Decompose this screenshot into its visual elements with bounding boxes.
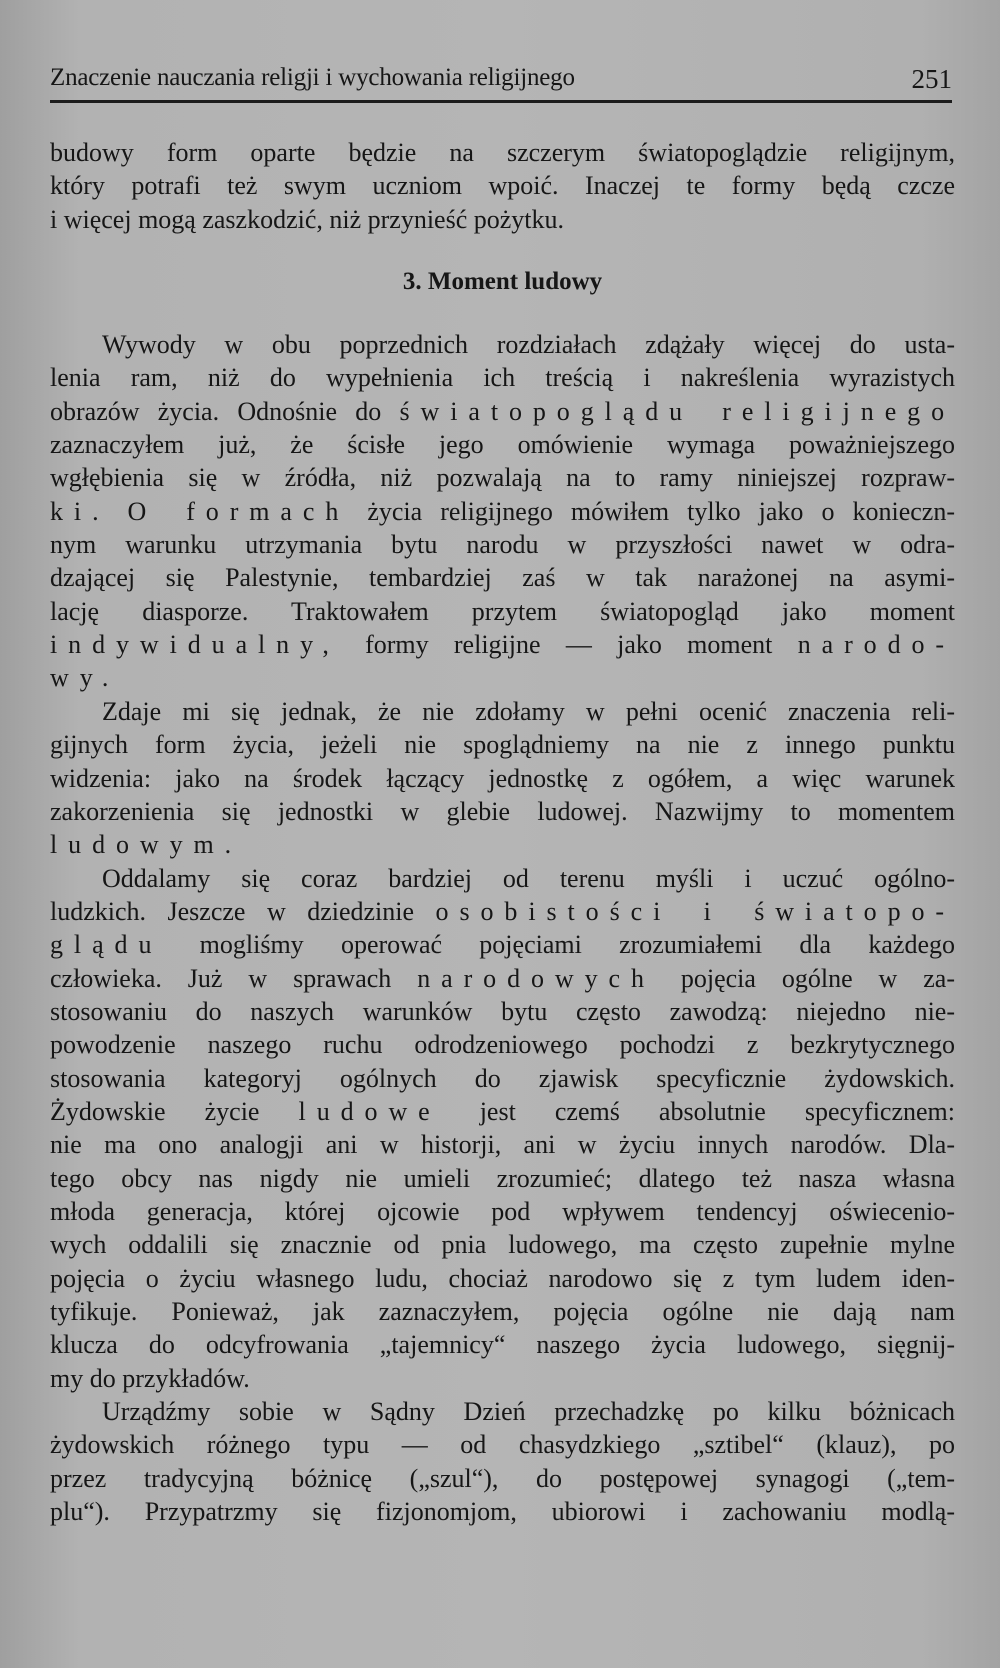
text-line: lację diasporze. Traktowałem przytem światopogląd jako moment bbox=[50, 596, 955, 626]
paragraph-3 bbox=[50, 862, 955, 1396]
spaced-emphasis: narodowych bbox=[417, 963, 655, 993]
paragraph-4 bbox=[50, 1395, 955, 1528]
text-run: Żydowskie życie bbox=[50, 1096, 260, 1126]
text-line: młoda generacja, której ojcowie pod wpływem tendencyj oświecenio- bbox=[50, 1196, 955, 1226]
text-line: i więcej mogą zaszkodzić, niż przynieść pożytku. bbox=[50, 204, 565, 234]
text-run: ludzkich. Jeszcze w dziedzinie bbox=[50, 896, 415, 926]
text-run: mogliśmy operować pojęciami zrozumiałemi dla każdego bbox=[199, 930, 956, 960]
text-line: my do przykładów. bbox=[50, 1363, 250, 1393]
text-line: nym warunku utrzymania bytu narodu w przyszłości nawet w odra- bbox=[50, 530, 955, 560]
text-line: klucza do odcyfrowania „tajemnicy“ naszego życia ludowego, sięgnij- bbox=[50, 1330, 955, 1360]
section-gap bbox=[50, 236, 955, 264]
text-run: formy religijne — jako moment bbox=[365, 630, 773, 660]
spaced-emphasis: ludowe bbox=[298, 1096, 441, 1126]
text-line: tyfikuje. Ponieważ, jak zaznaczyłem, pojęcia ogólne nie dają nam bbox=[50, 1297, 955, 1326]
text-line: tego obcy nas nigdy nie umieli zrozumieć; dlatego też nasza własna bbox=[50, 1163, 955, 1193]
text-line bbox=[50, 928, 955, 961]
text-run: obrazów życia. Odnośnie do bbox=[50, 396, 382, 426]
text-line: Urządźmy sobie w Sądny Dzień przechadzkę po kilku bóżnicach bbox=[102, 1397, 955, 1427]
page-body bbox=[50, 136, 955, 1528]
text-run: jest czemś absolutnie specyficznem: bbox=[479, 1096, 955, 1126]
text-line: wy. bbox=[50, 663, 120, 693]
spaced-emphasis: narodo- bbox=[797, 630, 955, 660]
text-line bbox=[50, 895, 955, 928]
text-line bbox=[50, 1095, 955, 1128]
text-line: gijnych form życia, jeżeli nie spoglądniemy na nie z innego punktu bbox=[50, 730, 955, 760]
section-heading: 3. Moment ludowy bbox=[402, 268, 603, 296]
text-line bbox=[50, 628, 955, 661]
page-header bbox=[50, 64, 952, 98]
text-line: żydowskich różnego typu — od chasydzkiego „sztibel“ (klauz), po bbox=[50, 1430, 955, 1460]
continued-paragraph bbox=[50, 136, 955, 236]
text-line: zaznaczyłem już, że ścisłe jego omówienie wymaga poważniejszego bbox=[50, 430, 955, 460]
paragraph-2 bbox=[50, 695, 955, 862]
text-run: ki. bbox=[50, 496, 110, 526]
text-line: powodzenie naszego ruchu odrodzeniowego pochodzi z bezkrytycznego bbox=[50, 1030, 955, 1060]
text-line: dzającej się Palestynie, tembardziej zaś w tak narażonej na asymi- bbox=[50, 563, 955, 593]
spaced-emphasis: O formach bbox=[127, 496, 350, 526]
text-run: życia religijnego mówiłem tylko jako o konieczn- bbox=[367, 496, 955, 526]
paragraph-1 bbox=[50, 328, 955, 695]
spaced-emphasis: osobistości i światopo- bbox=[435, 896, 956, 926]
text-line: Zdaje mi się jednak, że nie zdołamy w pełni ocenić znaczenia reli- bbox=[102, 696, 955, 726]
text-line bbox=[50, 962, 955, 995]
text-line: wgłębienia się w źródła, niż pozwalają na to ramy niniejszej rozpraw- bbox=[50, 463, 955, 493]
text-line: zakorzenienia się jednostki w glebie ludowej. Nazwijmy to momentem bbox=[50, 796, 955, 826]
text-line: przez tradycyjną bóżnicę („szul“), do postępowej synagogi („tem- bbox=[50, 1463, 955, 1493]
text-line: Wywody w obu poprzednich rozdziałach zdążały więcej do usta- bbox=[102, 330, 955, 360]
text-line bbox=[50, 395, 955, 428]
spaced-emphasis: indywidualny, bbox=[50, 630, 340, 660]
text-line: lenia ram, niż do wypełnienia ich treścią i nakreślenia wyrazistych bbox=[50, 363, 955, 393]
text-line: budowy form oparte będzie na szczerym światopoglądzie religijnym, bbox=[50, 138, 955, 167]
text-line bbox=[50, 495, 955, 528]
spaced-emphasis: światopoglądu religijnego bbox=[399, 396, 956, 426]
text-line: pojęcia o życiu własnego ludu, chociaż narodowo się z tym ludem iden- bbox=[50, 1263, 955, 1293]
header-rule bbox=[50, 100, 952, 103]
spaced-emphasis: glądu bbox=[50, 930, 163, 960]
text-line: stosowaniu do naszych warunków bytu często zawodzą: niejedno nie- bbox=[50, 996, 955, 1026]
text-line: Oddalamy się coraz bardziej od terenu myśli i uczuć ogólno- bbox=[102, 863, 955, 893]
text-line: widzenia: jako na środek łączący jednostkę z ogółem, a więc warunek bbox=[50, 763, 955, 793]
text-line: który potrafi też swym uczniom wpoić. Inaczej te formy będą czcze bbox=[50, 171, 955, 201]
text-line: plu“). Przypatrzmy się fizjonomjom, ubiorowi i zachowaniu modlą- bbox=[50, 1497, 955, 1527]
running-title: Znaczenie nauczania religji i wychowania religijnego bbox=[50, 64, 575, 91]
text-run: człowieka. Już w sprawach bbox=[50, 963, 392, 993]
text-line: stosowania kategoryj ogólnych do zjawisk specyficznie żydowskich. bbox=[50, 1063, 955, 1093]
page-number: 251 bbox=[911, 64, 952, 94]
text-line: ludowym. bbox=[50, 830, 243, 860]
text-line: nie ma ono analogji ani w historji, ani w życiu innych narodów. Dla- bbox=[50, 1130, 955, 1160]
text-run: pojęcia ogólne w za- bbox=[680, 963, 956, 993]
text-line: wych oddalili się znacznie od pnia ludowego, ma często zupełnie mylne bbox=[50, 1230, 955, 1260]
